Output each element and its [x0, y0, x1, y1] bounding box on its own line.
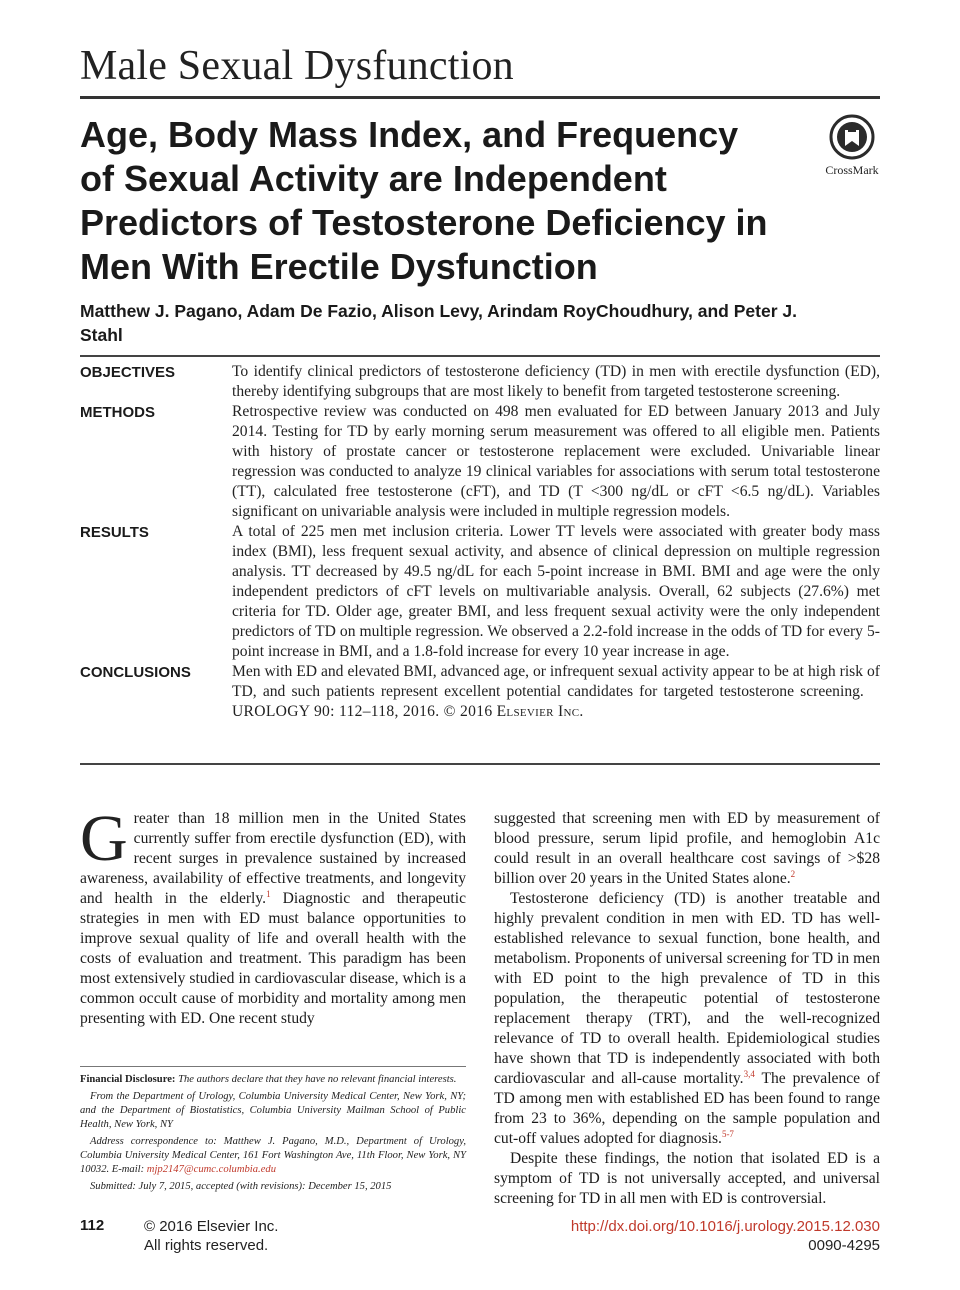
- abstract-methods: [80, 402, 880, 522]
- financial-disclosure: [80, 1073, 466, 1087]
- conclusions-label: CONCLUSIONS: [80, 664, 191, 681]
- reference-link-2[interactable]: 2: [790, 868, 796, 879]
- copyright-line-2: All rights reserved.: [144, 1237, 269, 1254]
- paragraph-screening: [494, 809, 880, 889]
- copyright-line-1: © 2016 Elsevier Inc.: [144, 1218, 279, 1235]
- abstract-results: [80, 522, 880, 662]
- reference-link-5-7[interactable]: 5-7: [721, 1128, 734, 1139]
- crossmark-label: CrossMark: [825, 163, 879, 177]
- disclosure-label: Financial Disclosure:: [80, 1074, 176, 1085]
- doi-link[interactable]: http://dx.doi.org/10.1016/j.urology.2015.12.030: [570, 1218, 880, 1235]
- disclosure-text: The authors declare that they have no relevant financial interests.: [175, 1074, 457, 1085]
- intro-text-b: Diagnostic and therapeutic strategies in men with ED must balance opportunities to improve sexual quality of life and overall health with the costs of evaluation and treatment. This paradigm has been most extensively studied in cardiovascular disease, which is a common occult cause of morbidity and mortality among men presenting with ED. One recent study: [80, 890, 466, 1027]
- crossmark-badge[interactable]: [822, 114, 882, 178]
- article-title: Age, Body Mass Index, and Frequency of Sexual Activity are Independent Predictors of Testosterone Deficiency in Men With Erectile Dysfunction: [80, 114, 768, 287]
- reference-link-3-4[interactable]: 3,4: [743, 1068, 755, 1079]
- abstract-objectives: [80, 362, 880, 402]
- td-text-a: Testosterone deficiency (TD) is another treatable and highly prevalent condition in men with ED. TD has well-established relevance to sexual function, bone health, and metabolism. Proponents of universal screening for TD in men with ED point to the high prevalence of TD in this population, the therapeutic potential of testosterone replacement therapy (TRT), and the well-recognized relevance of TD to overall health. Epidemiological studies have shown that TD is independently associated with both cardiovascular and all-cause mortality.: [494, 890, 880, 1087]
- results-text: A total of 225 men met inclusion criteria. Lower TT levels were associated with greater body mass index (BMI), less frequent sexual activity, and absence of clinical depression on multiple regression analysis. TT decreased by 49.5 ng/dL for each 5-point increase in BMI. BMI and age were the only independent predictors of cFT levels on multivariable analysis. Overall, 62 subjects (27.6%) met criteria for TD. Older age, greater BMI, and less frequent sexual activity were the only independent predictors of TD on multiple regression. We observed a 2.2-fold increase in the odds of TD for every 5-point increase in BMI, and a 1.8-fold increase for every 10 year increase in age.: [232, 523, 880, 660]
- affiliations: From the Department of Urology, Columbia University Medical Center, New York, NY; and the Department of Biostatistics, Columbia University Mailman School of Public Health, New York, NY: [80, 1091, 466, 1130]
- email-link[interactable]: mjp2147@cumc.columbia.edu: [146, 1164, 276, 1175]
- doi-block: [571, 1217, 880, 1255]
- drop-cap: G: [80, 802, 128, 875]
- abstract-top-divider: [80, 355, 880, 357]
- paragraph-despite: Despite these findings, the notion that isolated ED is a symptom of TD is not universally accepted, and universal screening for TD in all men with ED is controversial.: [494, 1150, 880, 1207]
- page-number: 112: [80, 1217, 105, 1234]
- body-column-right: [494, 809, 880, 1209]
- reference-link-1[interactable]: 1: [266, 888, 271, 899]
- screening-text: suggested that screening men with ED by measurement of blood pressure, serum lipid profile, and hemoglobin A1c could result in an overall healthcare cost savings of >$28 billion over 20 years in the United States alone.: [494, 810, 880, 887]
- correspondence-text: Address correspondence to: Matthew J. Pagano, M.D., Department of Urology, Columbia University Medical Center, 161 Fort Washington Ave, 11th Floor, New York, NY 10032. E-mail:: [80, 1136, 466, 1175]
- td-text-b: The prevalence of TD among men with established ED has been found to range from 23 to 36%, depending on the sample population and cut-off values adopted for diagnosis.: [494, 1070, 880, 1147]
- journal-citation: UROLOGY 90: 112–118, 2016. © 2016 Elsevier Inc.: [232, 703, 584, 720]
- body-column-left: [80, 802, 466, 1029]
- conclusions-body: Men with ED and elevated BMI, advanced age, or infrequent sexual activity appear to be at high risk of TD, and such patients represent excellent potential candidates for targeted testosterone screening.: [232, 663, 880, 700]
- methods-label: METHODS: [80, 404, 155, 421]
- intro-paragraph: [80, 802, 466, 1029]
- correspondence: [80, 1135, 466, 1177]
- author-list: Matthew J. Pagano, Adam De Fazio, Alison Levy, Arindam RoyChoudhury, and Peter J. Stahl: [80, 301, 797, 345]
- objectives-text: To identify clinical predictors of testosterone deficiency (TD) in men with erectile dysfunction (ED), thereby identifying subgroups that are most likely to benefit from targeted testosterone screening.: [232, 363, 880, 400]
- copyright: [144, 1217, 278, 1255]
- objectives-label: OBJECTIVES: [80, 364, 176, 381]
- abstract-conclusions: [80, 662, 880, 722]
- methods-text: Retrospective review was conducted on 498 men evaluated for ED between January 2013 and July 2014. Testing for TD by early morning serum measurement was offered to all eligible men. Patients with history of prostate cancer or testosterone replacement were excluded. Univariable linear regression was conducted to analyze 19 clinical variables for associations with serum total testosterone (TT), calculated free testosterone (cFT), and TD (T <300 ng/dL or cFT <6.5 ng/dL). Variables significant on univariable analysis were included in multiple regression models.: [232, 403, 880, 520]
- abstract-bottom-divider: [80, 763, 880, 765]
- footnotes: [80, 1073, 466, 1197]
- abstract: [80, 362, 880, 722]
- submission-dates: Submitted: July 7, 2015, accepted (with revisions): December 15, 2015: [90, 1181, 392, 1192]
- crossmark-icon: [829, 114, 875, 160]
- top-divider: [80, 96, 880, 99]
- conclusions-text: [232, 662, 880, 722]
- intro-text-a: reater than 18 million men in the United States currently suffer from erectile dysfunction (ED), with recent surges in prevalence sustained by increased awareness, availability of effective treatments, and longevity and health in the elderly.: [80, 810, 466, 907]
- footnote-divider: [80, 1066, 466, 1067]
- issn: 0090-4295: [808, 1237, 880, 1254]
- paragraph-td: [494, 889, 880, 1149]
- journal-section-title: Male Sexual Dysfunction: [80, 43, 514, 89]
- results-label: RESULTS: [80, 524, 149, 541]
